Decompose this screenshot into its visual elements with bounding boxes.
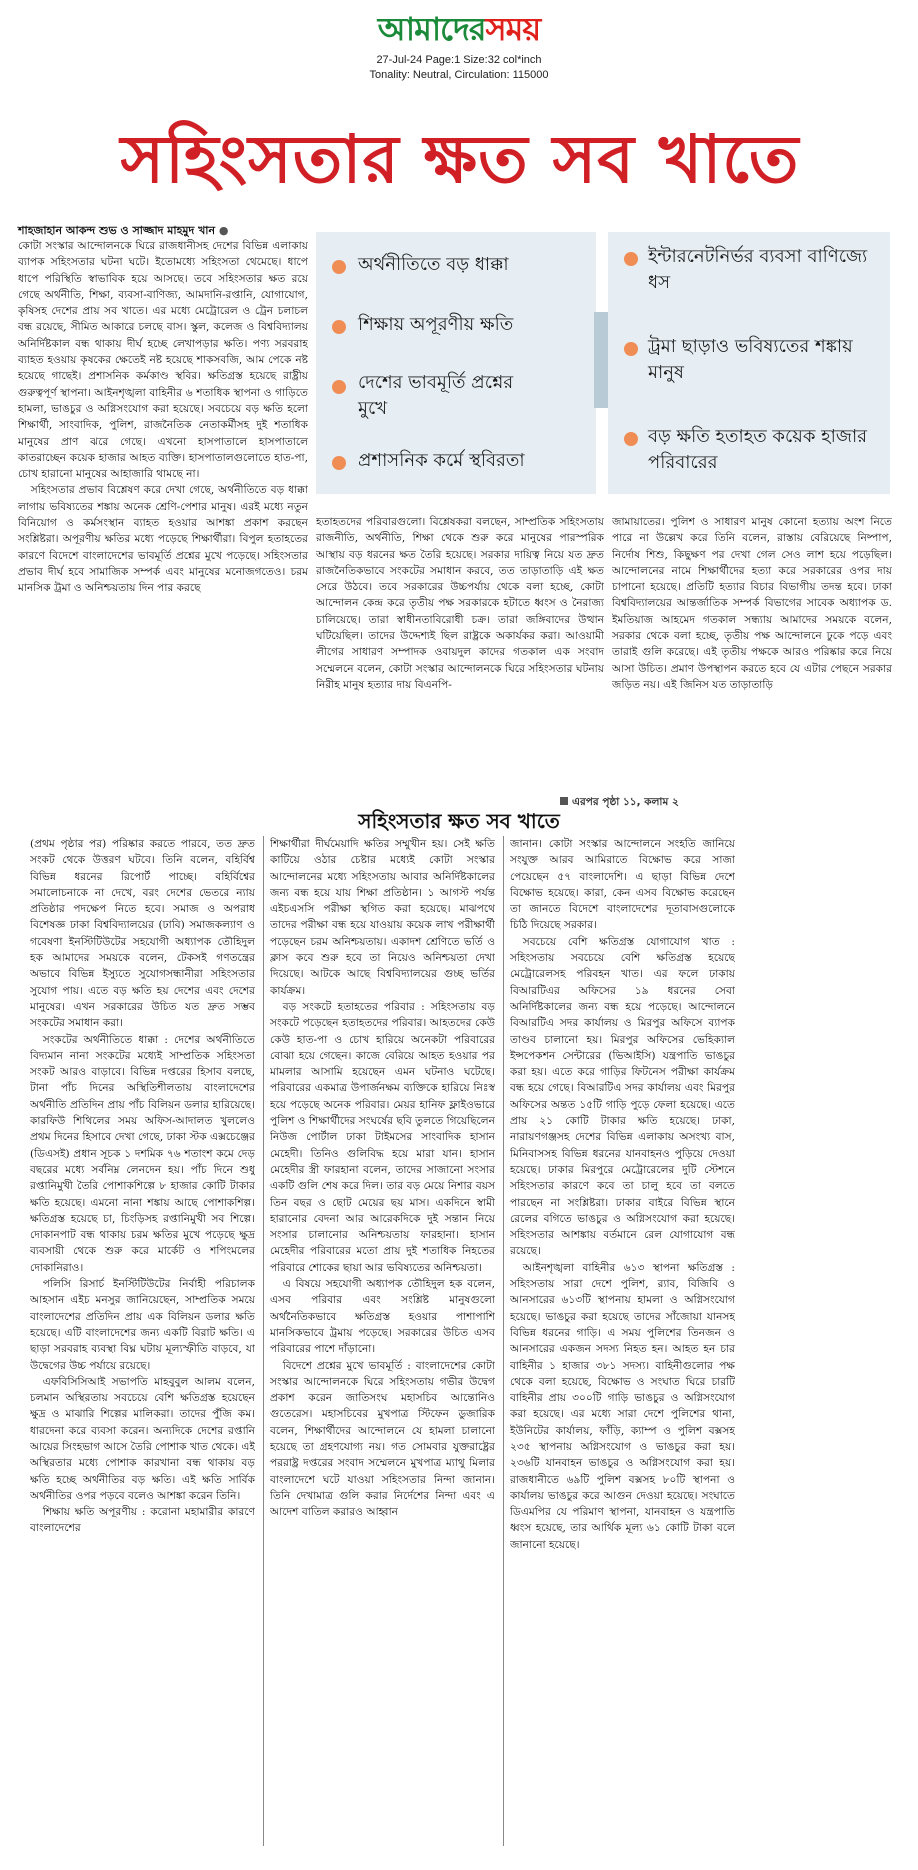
inner-column-2 [270,836,495,1856]
logo-part-1: আমাদের [377,10,486,48]
byline-dot: ● [218,224,229,237]
inner-column-3 [510,836,735,1856]
bullet-icon [332,260,346,274]
masthead [0,0,918,90]
inner-col2-para-1: শিক্ষার্থীরা দীর্ঘমেয়াদি ক্ষতির সম্মুখীন হয়। সেই ক্ষতি কাটিয়ে ওঠার চেষ্টার মধ্যেই কোটা সংস্কার আন্দোলনের মধ্যে সহিংসতায় আবার অনির্দিষ্টকালের জন্য বন্ধ হয়ে যায় শিক্ষা প্রতিষ্ঠান। ১ আগস্ট পর্যন্ত এইচএসসি পরীক্ষা স্থগিত করা হয়েছে। মাঝপথে তাদের পরীক্ষা বন্ধ হয়ে যাওয়ায় কয়েক লাখ পরীক্ষার্থী পড়েছেন চরম অনিশ্চয়তায়। একাদশ শ্রেণিতে ভর্তি ও ক্লাস কবে শুরু হবে তা নিয়েও অনিশ্চয়তা দেখা দিয়েছে। আটকে আছে বিশ্ববিদ্যালয়ের গুচ্ছ ভর্তির কার্যক্রম। [270,838,495,997]
inner-col1-para-1: (প্রথম পৃষ্ঠার পর) পরিষ্কার করতে পারবে, তত দ্রুত সংকট থেকে উত্তরণ ঘটবে। তিনি বলেন, বহির্বিশ্ব বিভিন্ন ধরনের রিপোর্ট পাচ্ছে। বহির্বিশ্বের সমালোচনাকে না দেখে, বরং দেশের ভেতরে ন্যায় প্রতিষ্ঠার পদক্ষেপ নিতে হবে। সমাজ ও অপরাধ বিশেষজ্ঞ ঢাকা বিশ্ববিদ্যালয়ের (ঢাবি) সমাজকল্যাণ ও গবেষণা ইনস্টিটিউটের সহযোগী অধ্যাপক তৌহিদুল হক আমাদের সময়কে বলেন, টেকসই গণতন্ত্রের অভাবে বিভিন্ন ইস্যুতে সুযোগসন্ধানীরা সহিংসতার সুযোগ পায়। এতে বড় ক্ষতি হয় দেশের এবং দেশের মানুষের। এখন সরকারের উচিত যত দ্রুত সম্ভব সংকটের সমাধান করা। [30,838,255,1030]
continued-label: এরপর পৃষ্ঠা ১১, কলাম ২ [572,796,679,808]
inner-col2-para-2: বড় সংকটে হতাহতের পরিবার : সহিংসতায় বড় সংকটে পড়েছেন হতাহতদের পরিবার। আহতদের কেউ কেউ হাত-পা ও চোখ হারিয়ে অনেকটা পরিবারের বোঝা হয়ে গেছেন। কাজে বেরিয়ে আহত হওয়ার পর মামলার আসামি হয়েছেন এমন ঘটনাও ঘটেছে। পরিবারের একমাত্র উপার্জনক্ষম ব্যক্তিকে হারিয়ে নিঃস্ব হয়ে পড়েছে অনেক পরিবার। মেয়র হানিফ ফ্লাইওভারে পুলিশ ও শিক্ষার্থীদের সংঘর্ষের ছবি তুলতে গিয়েছিলেন নিউজ পোর্টাল ঢাকা টাইমসের সাংবাদিক হাসান মেহেদী। তিনিও গুলিবিদ্ধ হয়ে মারা যান। হাসান মেহেদীর স্ত্রী ফারহানা বলেন, তাদের সাজানো সংসার একটি গুলি শেষ করে দিল। তার বড় মেয়ে নিশার বয়স তিন বছর ও ছোট মেয়ের ছয় মাস। একদিনে স্বামী হারানোর বেদনা আর আরেকদিকে দুই সন্তান নিয়ে সংসার চালানোর অনিশ্চয়তায় ফারহানা। হাসান মেহেদীর পরিবারের মতো প্রায় দুই শতাধিক নিহতের পরিবারে শোকের ছায়া আর ভবিষ্যতের অনিশ্চয়তা। [270,1000,495,1274]
bullet-icon [624,252,638,266]
panel-divider [594,312,608,408]
highlights-panel-left [316,232,596,494]
highlight-item: বড় ক্ষতি হতাহত কয়েক হাজার পরিবারের [648,426,868,473]
inner-col1-para-5: শিক্ষায় ক্ষতি অপূরণীয় : করোনা মহামারীর কারণে বাংলাদেশের [30,1506,255,1535]
inner-col3-para-1: জানান। কোটা সংস্কার আন্দোলনে সংহতি জানিয়ে সংযুক্ত আরব আমিরাতে বিক্ষোভ করে সাজা পেয়েছেন ৫৭ বাংলাদেশি। এ ছাড়া বিভিন্ন দেশে বিক্ষোভ হয়েছে। কারা, কেন এসব বিক্ষোভ করেছেন তা জানতে বিদেশে বাংলাদেশের দূতাবাসগুলোকে চিঠি দিয়েছে সরকার। [510,838,735,932]
front-col1-para-2: সহিংসতার প্রভাব বিশ্লেষণ করে দেখা গেছে, অর্থনীতিতে বড় ধাক্কা লাগায় ভবিষ্যতের শঙ্কায় অনেক শ্রেণি-পেশার মানুষ। এরই মধ্যে নতুন বিনিয়োগ ও কর্মসংস্থান ব্যাহত হওয়ার আশঙ্কা প্রকাশ করছেন সংশ্লিষ্টরা। অপূরণীয় ক্ষতির মধ্যে পড়েছে শিক্ষার্থীরা। বিপুল হতাহতের কারণে বিদেশে বাংলাদেশের ভাবমূর্তি প্রশ্নের মুখে পড়েছে। সহিংসতার প্রভাব দীর্ঘ হবে সামাজিক সম্পর্ক এবং মানুষের মনোজগতেও। চরম মানসিক ট্রমা ও অনিশ্চয়তায় দিন পার করছে [18,484,308,595]
logo-part-2: সময় [485,10,541,48]
bullet-icon [332,320,346,334]
inner-col2-para-3: এ বিষয়ে সহযোগী অধ্যাপক তৌহিদুল হক বলেন, এসব পরিবার এবং সংশ্লিষ্ট মানুষগুলো অর্থনৈতিকভাবে ক্ষতিগ্রস্ত হওয়ার পাশাপাশি মানসিকভাবে ট্রমায় পড়েছে। সরকারের উচিত এসব পরিবারের পাশে দাঁড়ানো। [270,1278,495,1356]
highlight-item: ইন্টারনেটনির্ভর ব্যবসা বাণিজ্যে ধস [648,246,868,293]
bullet-icon [624,342,638,356]
clipping-meta-line-2: Tonality: Neutral, Circulation: 115000 [369,69,549,81]
byline-text: শাহজাহান আকন্দ শুভ ও সাজ্জাদ মাহমুদ খান [18,224,216,237]
front-column-2 [316,514,604,786]
front-col2-text: হতাহতদের পরিবারগুলো। বিশ্লেষকরা বলছেন, সাম্প্রতিক সহিংসতায় রাজনীতি, অর্থনীতি, শিক্ষা থেকে শুরু করে মানুষের পারস্পরিক আস্থায় বড় ধরনের ক্ষত তৈরি হয়েছে। সরকার দায়িত্ব নিয়ে যত দ্রুত রাজনৈতিকভাবে সংকটের সমাধান করবে, তত তাড়াতাড়ি এই ক্ষত সেরে উঠবে। তবে সরকারের উচ্চপর্যায় থেকে বলা হচ্ছে, কোটা আন্দোলন কেন্দ্র করে তৃতীয় পক্ষ সরকারকে হটাতে ধ্বংস ও নৈরাজ্য চালিয়েছে। তারা স্বাধীনতাবিরোধী চক্র। তারা জঙ্গিবাদের উত্থান ঘটিয়েছিল। তাদের উদ্দেশ্যই ছিল রাষ্ট্রকে অকার্যকর করা। আওয়ামী লীগের সাধারণ সম্পাদক ওবায়দুল কাদের গতকাল এক সংবাদ সম্মেলনে বলেন, কোটা সংস্কার আন্দোলনকে ঘিরে সহিংসতার ঘটনায় নিরীহ মানুষ হত্যার দায় বিএনপি- [316,516,604,691]
highlight-item: শিক্ষায় অপূরণীয় ক্ষতি [358,314,514,335]
highlight-item: অর্থনীতিতে বড় ধাক্কা [358,254,509,275]
column-rule [503,836,504,1846]
inner-col3-para-3: আইনশৃঙ্খলা বাহিনীর ৬১৩ স্থাপনা ক্ষতিগ্রস্ত : সহিংসতায় সারা দেশে পুলিশ, র‍্যাব, বিজিবি ও আনসারের ৬১৩টি স্থাপনায় হামলা ও অগ্নিসংযোগ হয়েছে। ভাঙচুর করা হয়েছে তাদের সাঁজোয়া যানসহ বিভিন্ন ধরনের গাড়ি। এ সময় পুলিশের তিনজন ও আনসারের একজন সদস্য নিহত হন। আহত হন চার বাহিনীর ১ হাজার ৩৮১ সদস্য। বাহিনীগুলোর পক্ষ থেকে বলা হয়েছে, বিক্ষোভ ও সংঘাত ঘিরে চারটি বাহিনীর প্রায় ৩০০টি গাড়ি ভাঙচুর ও অগ্নিসংযোগ করা হয়েছে। এর মধ্যে সারা দেশে পুলিশের থানা, ইউনিটের কার্যালয়, ফাঁড়ি, ক্যাম্প ও পুলিশ বক্সসহ ২৩৫ স্থাপনায় অগ্নিসংযোগ ও ভাঙচুর করা হয়। ২৩৬টি যানবাহন ভাঙচুর ও অগ্নিসংযোগ করা হয়। রাজধানীতে ৬৯টি পুলিশ বক্সসহ ৮০টি স্থাপনা ও কার্যালয় ভাঙচুর করে আগুন দেওয়া হয়েছে। সংঘাতে ডিএমপির যে পরিমাণ স্থাপনা, যানবাহন ও যন্ত্রপাতি ধ্বংস হয়েছে, তার আর্থিক মূল্য ৬১ কোটি টাকা বলে জানানো হয়েছে। [510,1261,735,1551]
clipping-meta-line-1: 27-Jul-24 Page:1 Size:32 col*inch [376,54,542,66]
headline: সহিংসতার ক্ষত সব খাতে [120,121,800,198]
inner-col3-para-2: সবচেয়ে বেশি ক্ষতিগ্রস্ত যোগাযোগ খাত : সহিংসতায় সবচেয়ে বেশি ক্ষতিগ্রস্ত হয়েছে মেট্রোরেলসহ পরিবহন খাত। এর ফলে ঢাকায় বিআরটিএর অফিসের ১৯ ধরনের সেবা অনির্দিষ্টকালের জন্য বন্ধ হয়ে পড়েছে। আন্দোলনে বিআরটিএ সদর কার্যালয় ও মিরপুর অফিসে ব্যাপক তাণ্ডব চালানো হয়। মিরপুর অফিসের ভেহিক্যাল ইন্সপেকশন সেন্টারের (ভিআইসি) যন্ত্রপাতি ভাঙচুর করা হয়। এতে করে গাড়ির ফিটনেস পরীক্ষা কার্যক্রম বন্ধ হয়ে গেছে। বিআরটিএ সদর কার্যালয় এবং মিরপুর অফিসের অন্তত ১৫টি গাড়ি পুড়ে ফেলা হয়েছে। এতে প্রায় ২১ কোটি টাকার ক্ষতি হয়েছে। ঢাকা, নারায়ণগঞ্জসহ দেশের বিভিন্ন এলাকায় অসংখ্য বাস, মিনিবাসসহ বিভিন্ন ধরনের যানবাহনও পুড়িয়ে দেওয়া হয়েছে। ঢাকার মিরপুরে মেট্রোরেলের দুটি স্টেশনে সহিংসতার কারণে কবে তা চালু হবে তা বলতে পারছেন না সংশ্লিষ্টরা। ঢাকার বাইরে বিভিন্ন স্থানে রেলের বগিতে ভাঙচুর ও অগ্নিসংযোগ করা হয়েছে। সহিংসতার আশঙ্কায় বর্তমানে রেল যোগাযোগ বন্ধ রয়েছে। [510,935,735,1258]
highlight-item: দেশের ভাবমূর্তি প্রশ্নের মুখে [358,372,514,419]
bullet-icon [624,432,638,446]
inner-col1-para-3: পলিসি রিসার্চ ইনস্টিটিউটের নির্বাহী পরিচালক আহসান এইচ মনসুর জানিয়েছেন, সাম্প্রতিক সময়ে বাংলাদেশের প্রতিদিন প্রায় এক বিলিয়ন ডলার ক্ষতি হয়েছে। এটি বাংলাদেশের জন্য একটি বিরাট ক্ষতি। এ ছাড়া সরবরাহ ব্যবস্থা বিঘ্ন ঘটায় মূল্যস্ফীতি বাড়বে, যা উদ্বেগের উচ্চ পর্যায়ে রয়েছে। [30,1278,255,1372]
highlight-item: ট্রমা ছাড়াও ভবিষ্যতের শঙ্কায় মানুষ [648,336,853,383]
inner-col1-para-4: এফবিসিসিআই সভাপতি মাহবুবুল আলম বলেন, চলমান অস্থিরতায় সবচেয়ে বেশি ক্ষতিগ্রস্ত হয়েছেন ক্ষুদ্র ও মাঝারি শিল্পের মালিকরা। তাদের পুঁজি কম। ধারদেনা করে ব্যবসা করেন। অন্যদিকে দেশের রপ্তানি আয়ের সিংহভাগ আসে তৈরি পোশাক খাত থেকে। এই অস্থিরতার মধ্যে পোশাক কারখানা বন্ধ থাকায় বড় ক্ষতি হচ্ছে অর্থনীতির বড় ক্ষতি। এই ক্ষতি সার্বিক অর্থনীতির ওপর পড়বে বলেও আশঙ্কা করেন তিনি। [30,1375,255,1502]
bullet-icon [332,380,346,394]
inner-col2-para-4: বিদেশে প্রশ্নের মুখে ভাবমূর্তি : বাংলাদেশের কোটা সংস্কার আন্দোলনকে ঘিরে সহিংসতায় গভীর উদ্বেগ প্রকাশ করেন জাতিসংঘ মহাসচিব আন্তোনিও গুতেরেস। মহাসচিবের মুখপাত্র স্টিফেন ডুজারিক বলেন, শিক্ষার্থীদের আন্দোলনে যে হামলা চালানো হয়েছে তা গ্রহণযোগ্য নয়। গত সোমবার যুক্তরাষ্ট্রের পররাষ্ট্র দপ্তরের সংবাদ সম্মেলনে মুখপাত্র ম্যাথু মিলার বাংলাদেশে ঘটে যাওয়া সহিংসতার নিন্দা জানান। তিনি দেখামাত্র গুলি করার নির্দেশের নিন্দা এবং এ আদেশ বাতিল করারও আহ্বান [270,1359,495,1519]
inner-page-subhead: সহিংসতার ক্ষত সব খাতে [358,809,560,833]
front-column-1 [18,238,308,798]
inner-column-1 [30,836,255,1856]
column-rule [263,836,264,1846]
bullet-icon [332,456,346,470]
highlight-item: প্রশাসনিক কর্মে স্থবিরতা [358,450,525,471]
front-column-3 [612,514,892,786]
front-col3-text: জামায়াতের। পুলিশ ও সাধারণ মানুষ কোনো হত্যায় অংশ নিতে পারে না উল্লেখ করে তিনি বলেন, রাস্তায় বেরিয়েছে নিষ্পাপ, নির্দোষ শিশু, কিছুক্ষণ পর দেখা গেল সেও লাশ হয়ে পড়েছিল। আন্দোলনের নামে শিক্ষার্থীদের হত্যা করে সরকারের ওপর দায় চাপানো হয়েছে। প্রতিটি হত্যার বিচার বিভাগীয় তদন্ত হবে। ঢাকা বিশ্ববিদ্যালয়ের আন্তর্জাতিক সম্পর্ক বিভাগের সাবেক অধ্যাপক ড. ইমতিয়াজ আহমেদ গতকাল সন্ধ্যায় আমাদের সময়কে বলেন, সরকার থেকে বলা হচ্ছে, তৃতীয় পক্ষ আন্দোলনে ঢুকে পড়ে এবং তারাই গুলি করেছে। এই তৃতীয় পক্ষকে আরও পরিষ্কার করে নিয়ে আসা উচিত। প্রমাণ উপস্থাপন করতে হবে যে এটার পেছনে সরকার জড়িত নয়। এই জিনিস যত তাড়াতাড়ি [612,516,892,691]
newspaper-logo [323,4,595,48]
inner-col1-para-2: সংকটের অর্থনীতিতে ধাক্কা : দেশের অর্থনীতিতে বিদ্যমান নানা সংকটের মধ্যেই সাম্প্রতিক সহিংসতা সংকট আরও বাড়াবে। বিভিন্ন দপ্তরের হিসাব বলছে, টানা পাঁচ দিনের অস্থিতিশীলতায় বাংলাদেশের অর্থনীতি প্রতিদিন প্রায় পাঁচ বিলিয়ন ডলার হারিয়েছে। কারফিউ শিথিলের সময় অফিস-আদালত খুললেও প্রথম দিনের হিসাবে দেখা গেছে, ঢাকা স্টক এক্সচেঞ্জের (ডিএসই) প্রধান সূচক ১ দশমিক ৭৬ শতাংশ কমে দেড় বছরের মধ্যে সর্বনিম্ন লেনদেন হয়। পাঁচ দিনে শুধু রপ্তানিমুখী তৈরি পোশাকশিল্পে ৮ হাজার কোটি টাকার ক্ষতি হয়েছে। এমনো নানা শঙ্কায় আছে পোশাকশিল্প। ক্ষতিগ্রস্ত হয়েছে চা, চিংড়িসহ রপ্তানিমুখী সব শিল্পে। দোকানপাট বন্ধ থাকায় চরম ক্ষতির মুখে পড়েছে ক্ষুদ্র ব্যবসায়ী থেকে শুরু করে মার্কেট ও শপিংমলের দোকানিরাও। [30,1033,255,1274]
front-col1-para-1: কোটা সংস্কার আন্দোলনকে ঘিরে রাজধানীসহ দেশের বিভিন্ন এলাকায় ব্যাপক সহিংসতার ঘটনা ঘটে। ইতোমধ্যে সহিংসতা থেমেছে। ধাপে ধাপে পরিস্থিতি স্বাভাবিক হয়ে আসছে। তবে সহিংসতার ক্ষত রয়ে গেছে অর্থনীতি, শিক্ষা, ব্যবসা-বাণিজ্য, আমদানি-রপ্তানি, যোগাযোগ, কৃষিসহ দেশের প্রায় সব খাতে। এর মধ্যে মেট্রোরেল ও ট্রেন চলাচল বন্ধ রয়েছে, সীমিত আকারে চলছে বাস। স্কুল, কলেজ ও বিশ্ববিদ্যালয় অনির্দিষ্টকাল বন্ধ থাকায় দীর্ঘ হচ্ছে লেখাপড়ার ক্ষতি। পণ্য সরবরাহ ব্যাহত হওয়ায় কৃষকের ক্ষেতেই নষ্ট হয়েছে শাকসবজি, আম পেকে নষ্ট হয়েছে গাছেই। প্রশাসনিক কর্মকাণ্ড স্থবির। ক্ষতিগ্রস্ত হয়েছে রাষ্ট্রীয় গুরুত্বপূর্ণ স্থাপনা। আইনশৃঙ্খলা বাহিনীর ৬ শতাধিক স্থাপনা ও গাড়িতে হামলা, ভাঙচুর ও অগ্নিসংযোগ করা হয়েছে। সবচেয়ে বড় ক্ষতি হলো শিক্ষার্থী, সাংবাদিক, পুলিশ, রাজনৈতিক নেতাকর্মীসহ দুই শতাধিক মানুষের প্রাণ ঝরে গেছে। এখনো হাসপাতালে হাসপাতালে কাতরাচ্ছেন কয়েক হাজার আহত ব্যক্তি। হাসপাতালগুলোতে হাত-পা, চোখ হারানো মানুষের আহাজারি থামছে না। [18,240,308,481]
square-icon [560,797,568,805]
highlights-panel-right [608,232,890,494]
